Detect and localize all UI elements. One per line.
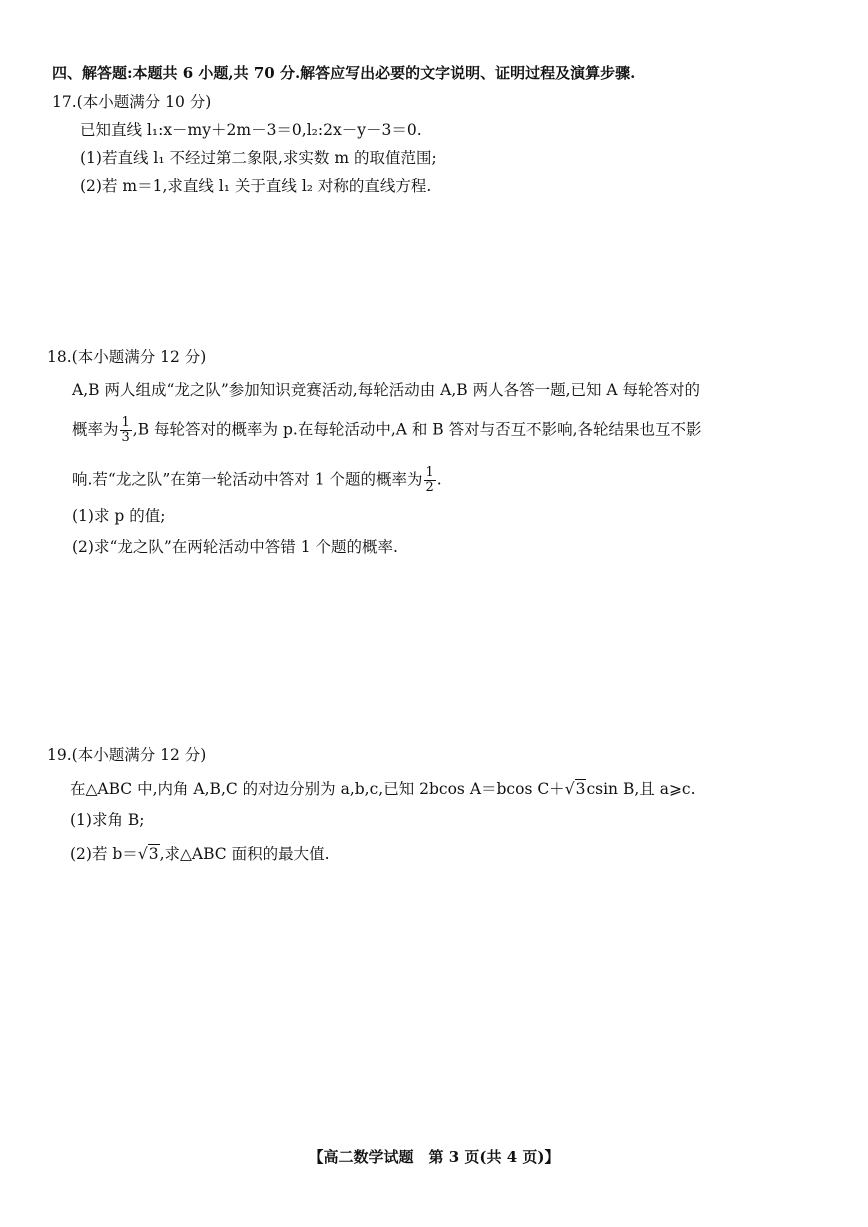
sqrt-symbol: √3 <box>137 845 159 863</box>
q19-part2-post: ,求△ABC 面积的最大值. <box>159 845 330 863</box>
q18-line3-post: . <box>436 470 442 489</box>
q18-line3-pre: 响.若“龙之队”在第一轮活动中答对 1 个题的概率为 <box>72 470 423 489</box>
sqrt-symbol: √3 <box>564 780 586 798</box>
q19-part2-pre: (2)若 b＝ <box>70 845 138 863</box>
q18-line2-pre: 概率为 <box>72 420 119 439</box>
fraction-numerator: 1 <box>425 465 434 480</box>
q19-given-pre: 在△ABC 中,内角 A,B,C 的对边分别为 a,b,c,已知 2bcos A＝bcos C＋ <box>70 780 565 798</box>
sqrt-radicand: 3 <box>148 845 159 863</box>
q18-line1: A,B 两人组成“龙之队”参加知识竞赛活动,每轮活动由 A,B 两人各答一题,已知 A 每轮答对的 <box>72 381 701 399</box>
q19-part2 <box>70 844 330 864</box>
fraction-one-third <box>120 416 132 445</box>
q17-given: 已知直线 l₁:x－my＋2m－3＝0,l₂:2x－y－3＝0. <box>80 121 422 139</box>
fraction-denominator: 3 <box>121 430 130 445</box>
q18-line2 <box>72 416 702 445</box>
q19-part1: (1)求角 B; <box>70 811 145 829</box>
q17-part1: (1)若直线 l₁ 不经过第二象限,求实数 m 的取值范围; <box>80 149 437 167</box>
q18-line2-post: ,B 每轮答对的概率为 p.在每轮活动中,A 和 B 答对与否互不影响,各轮结果也互不影 <box>132 420 702 439</box>
q18-title: 18.(本小题满分 12 分) <box>47 348 207 366</box>
section-heading: 四、解答题:本题共 6 小题,共 70 分.解答应写出必要的文字说明、证明过程及演算步骤. <box>52 64 636 82</box>
fraction-one-half <box>424 466 436 495</box>
q17-part2: (2)若 m＝1,求直线 l₁ 关于直线 l₂ 对称的直线方程. <box>80 177 432 195</box>
q18-part2: (2)求“龙之队”在两轮活动中答错 1 个题的概率. <box>72 538 398 556</box>
fraction-numerator: 1 <box>121 415 130 430</box>
q19-given <box>70 779 696 799</box>
page-footer: 【高二数学试题 第 3 页(共 4 页)】 <box>308 1148 560 1166</box>
q18-part1: (1)求 p 的值; <box>72 507 166 525</box>
q18-line3 <box>72 466 442 495</box>
fraction-denominator: 2 <box>425 480 434 495</box>
q19-given-post: csin B,且 a⩾c. <box>586 780 696 798</box>
q19-title: 19.(本小题满分 12 分) <box>47 746 207 764</box>
sqrt-radicand: 3 <box>575 780 586 798</box>
q17-title: 17.(本小题满分 10 分) <box>52 93 212 111</box>
